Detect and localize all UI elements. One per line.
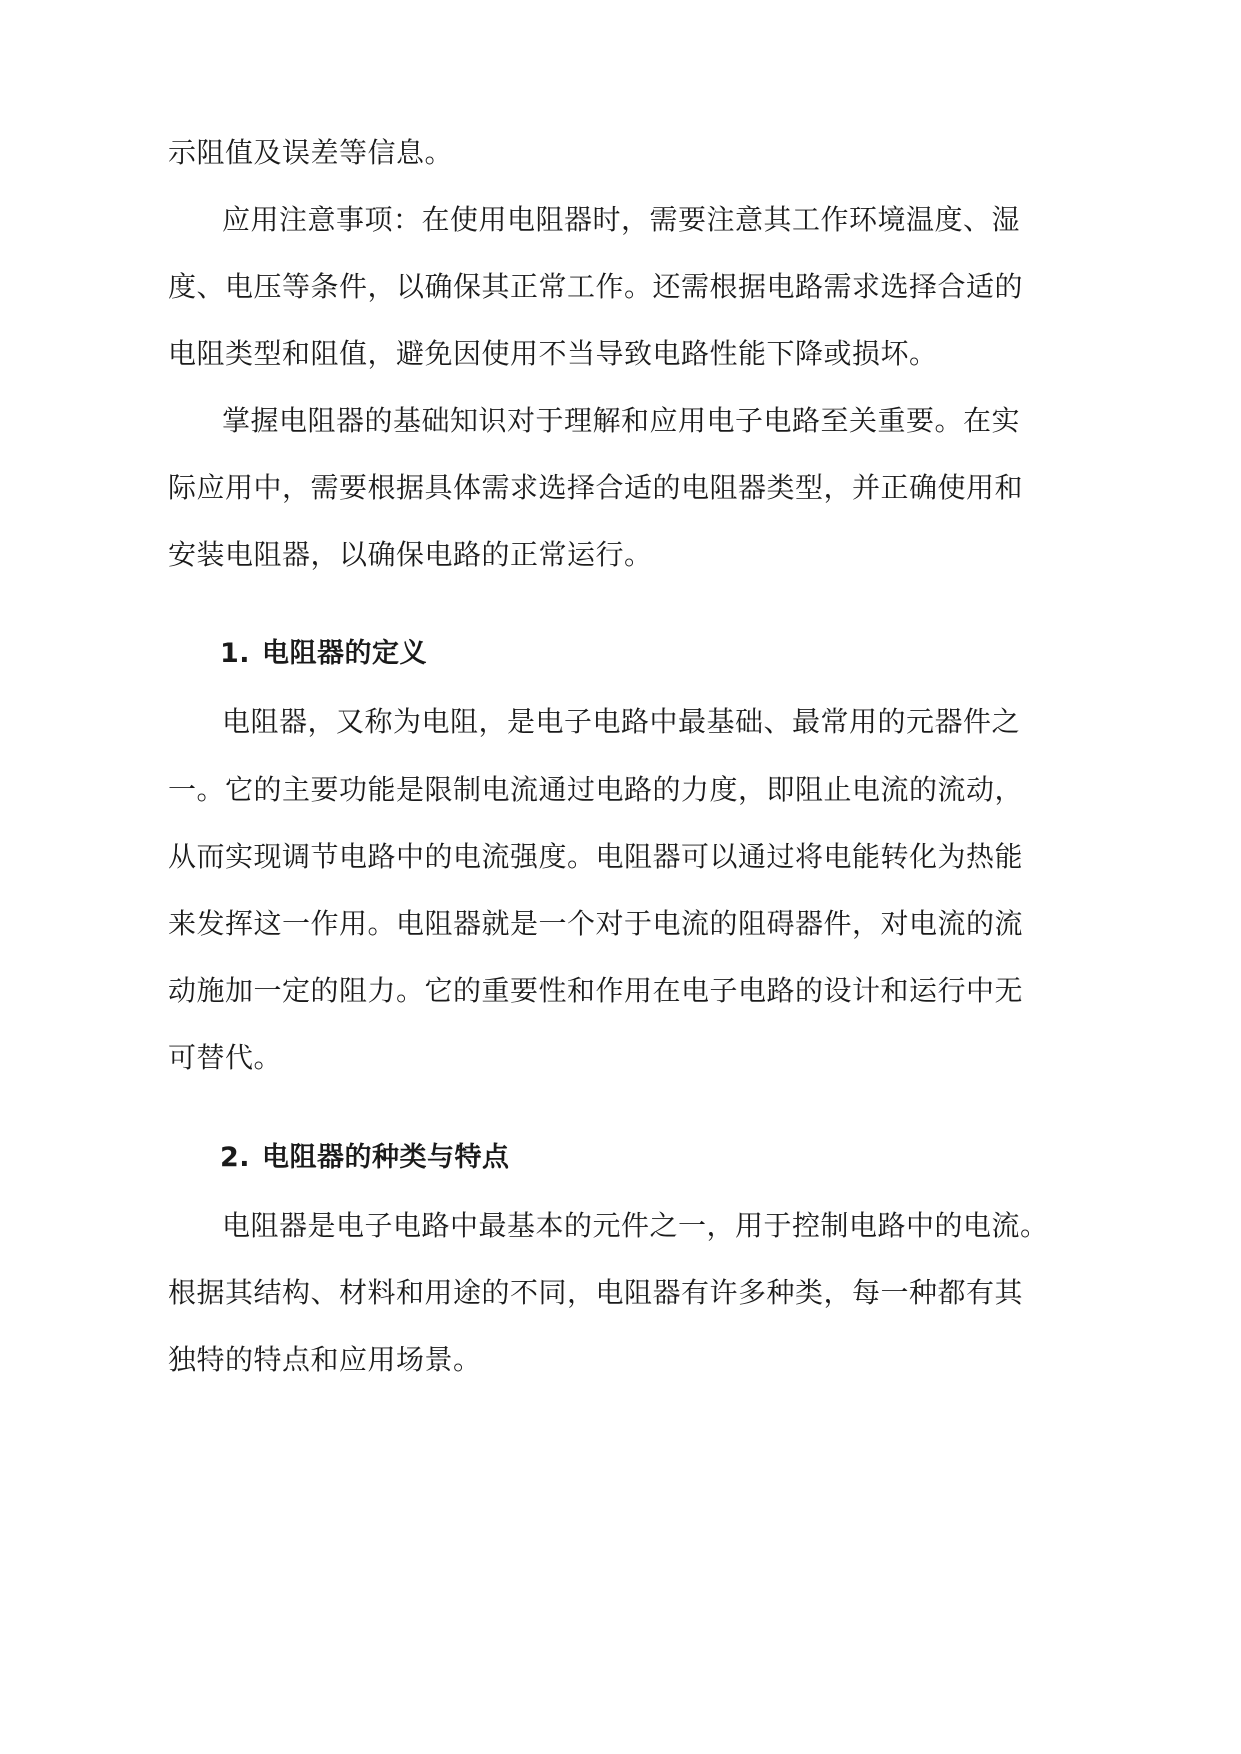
paragraph-line: 掌握电阻器的基础知识对于理解和应用电子电路至关重要。在实	[222, 404, 1021, 437]
paragraph-line: 可替代。	[168, 1041, 283, 1074]
paragraph-line: 从而实现调节电路中的电流强度。电阻器可以通过将电能转化为热能	[168, 840, 1024, 873]
paragraph-line: 应用注意事项：在使用电阻器时，需要注意其工作环境温度、湿	[222, 203, 1021, 236]
heading-number: 1.	[220, 638, 251, 669]
paragraph-line: 电阻器是电子电路中最基本的元件之一，用于控制电路中的电流。	[222, 1209, 1049, 1242]
section-heading-2	[220, 1138, 510, 1178]
paragraph-line: 电阻类型和阻值，避免因使用不当导致电路性能下降或损坏。	[168, 337, 938, 370]
paragraph-line: 示阻值及误差等信息。	[168, 136, 454, 169]
paragraph-line: 安装电阻器，以确保电路的正常运行。	[168, 538, 653, 571]
paragraph-line: 度、电压等条件，以确保其正常工作。还需根据电路需求选择合适的	[168, 270, 1024, 303]
heading-title: 电阻器的种类与特点	[262, 1142, 510, 1173]
paragraph-line: 根据其结构、材料和用途的不同，电阻器有许多种类，每一种都有其	[168, 1276, 1024, 1309]
paragraph-line: 来发挥这一作用。电阻器就是一个对于电流的阻碍器件，对电流的流	[168, 907, 1024, 940]
section-heading-1	[220, 634, 427, 674]
paragraph-line: 动施加一定的阻力。它的重要性和作用在电子电路的设计和运行中无	[168, 974, 1024, 1007]
paragraph-line: 独特的特点和应用场景。	[168, 1343, 482, 1376]
heading-number: 2.	[220, 1142, 251, 1173]
paragraph-line: 一。它的主要功能是限制电流通过电路的力度，即阻止电流的流动，	[168, 773, 1024, 806]
paragraph-line: 电阻器，又称为电阻，是电子电路中最基础、最常用的元器件之	[222, 705, 1021, 738]
paragraph-line: 际应用中，需要根据具体需求选择合适的电阻器类型，并正确使用和	[168, 471, 1024, 504]
heading-title: 电阻器的定义	[262, 638, 427, 669]
